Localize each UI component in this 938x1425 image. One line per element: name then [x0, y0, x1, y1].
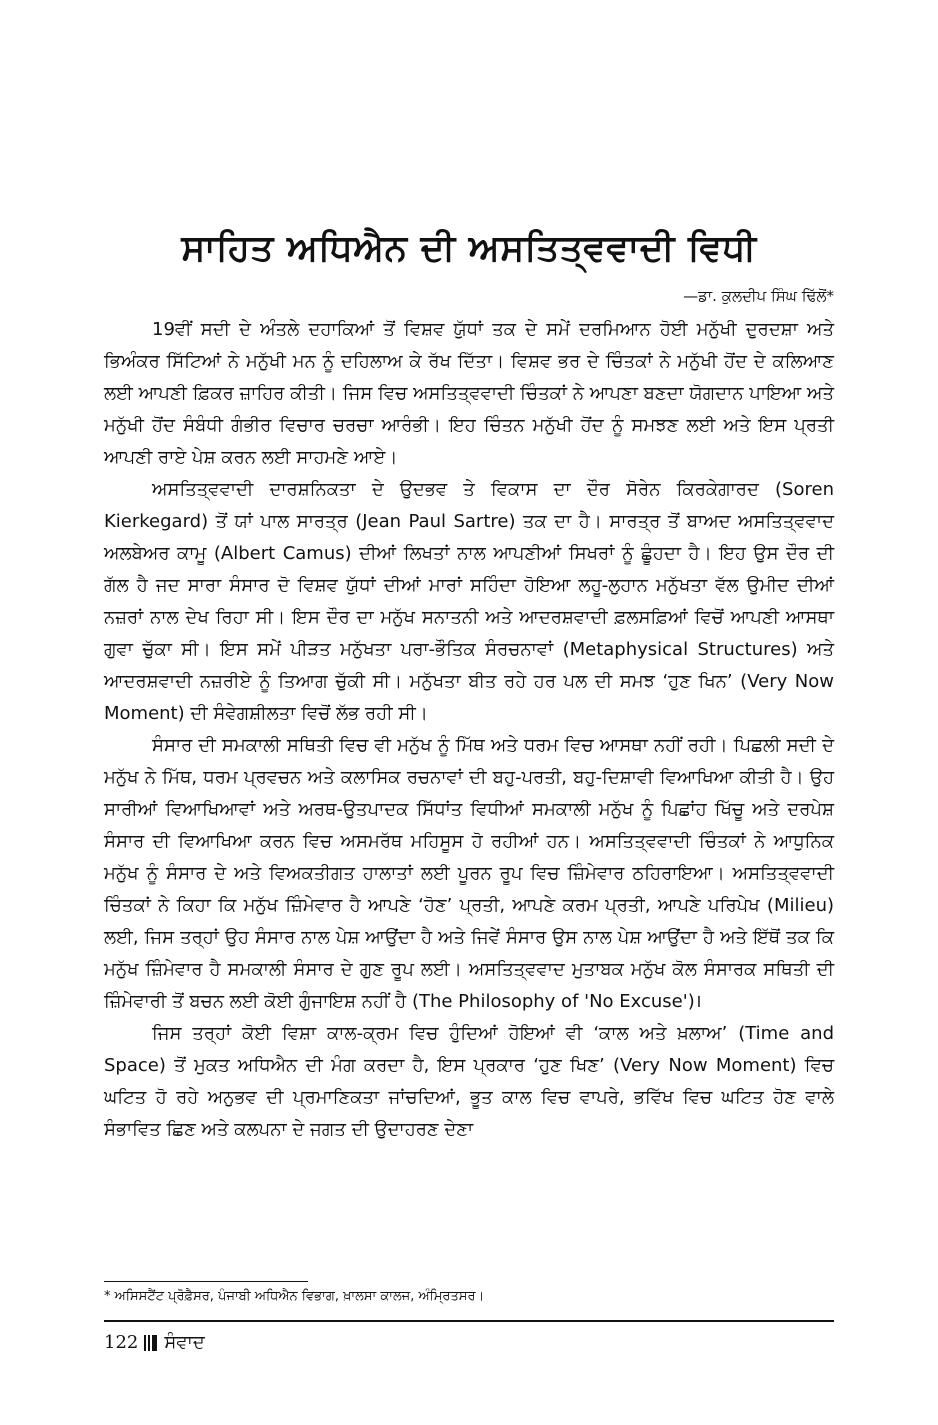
separator-bars-icon [144, 1335, 159, 1351]
footer-divider [104, 1320, 834, 1322]
article-title: ਸਾਹਿਤ ਅਧਿਐਨ ਦੀ ਅਸਤਿਤ੍ਵਵਾਦੀ ਵਿਧੀ [181, 228, 757, 269]
page-number: 122 [104, 1332, 139, 1353]
paragraph: ਸੰਸਾਰ ਦੀ ਸਮਕਾਲੀ ਸਥਿਤੀ ਵਿਚ ਵੀ ਮਨੁੱਖ ਨੂੰ ਮਿੱਥ ਅਤੇ ਧਰਮ ਵਿਚ ਆਸਥਾ ਨਹੀਂ ਰਹੀ। ਪਿਛਲੀ ਸਦੀ ਦੇ ਮਨੁੱਖ ਨੇ ਮਿੱਥ, ਧਰਮ ਪ੍ਰਵਚਨ ਅਤੇ ਕਲਾਸਿਕ ਰਚਨਾਵਾਂ ਦੀ ਬਹੁ-ਪਰਤੀ, ਬਹੁ-ਦਿਸ਼ਾਵੀ ਵਿਆਖਿਆ ਕੀਤੀ ਹੈ। ਉਹ ਸਾਰੀਆਂ ਵਿਆਖਿਆਵਾਂ ਅਤੇ ਅਰਥ-ਉਤਪਾਦਕ ਸਿੱਧਾਂਤ ਵਿਧੀਆਂ ਸਮਕਾਲੀ ਮਨੁੱਖ ਨੂੰ ਪਿਛਾਂਹ ਖਿੱਚੂ ਅਤੇ ਦਰਪੇਸ਼ ਸੰਸਾਰ ਦੀ ਵਿਆਖਿਆ ਕਰਨ ਵਿਚ ਅਸਮਰੱਥ ਮਹਿਸੂਸ ਹੋ ਰਹੀਆਂ ਹਨ। ਅਸਤਿਤ੍ਵਵਾਦੀ ਚਿੰਤਕਾਂ ਨੇ ਆਧੁਨਿਕ ਮਨੁੱਖ ਨੂੰ ਸੰਸਾਰ ਦੇ ਅਤੇ ਵਿਅਕਤੀਗਤ ਹਾਲਾਤਾਂ ਲਈ ਪੂਰਨ ਰੂਪ ਵਿਚ ਜ਼ਿੰਮੇਵਾਰ ਠਹਿਰਾਇਆ। ਅਸਤਿਤ੍ਵਵਾਦੀ ਚਿੰਤਕਾਂ ਨੇ ਕਿਹਾ ਕਿ ਮਨੁੱਖ ਜ਼ਿੰਮੇਵਾਰ ਹੈ ਆਪਣੇ ‘ਹੋਣ’ ਪ੍ਰਤੀ, ਆਪਣੇ ਕਰਮ ਪ੍ਰਤੀ, ਆਪਣੇ ਪਰਿਪੇਖ (Milieu) ਲਈ, ਜਿਸ ਤਰ੍ਹਾਂ ਉਹ ਸੰਸਾਰ ਨਾਲ ਪੇਸ਼ ਆਉਂਦਾ ਹੈ ਅਤੇ ਜਿਵੇਂ ਸੰਸਾਰ ਉਸ ਨਾਲ ਪੇਸ਼ ਆਉਂਦਾ ਹੈ ਅਤੇ ਇੱਥੋਂ ਤਕ ਕਿ ਮਨੁੱਖ ਜ਼ਿੰਮੇਵਾਰ ਹੈ ਸਮਕਾਲੀ ਸੰਸਾਰ ਦੇ ਗੁਣ ਰੂਪ ਲਈ। ਅਸਤਿਤ੍ਵਵਾਦ ਮੁਤਾਬਕ ਮਨੁੱਖ ਕੋਲ ਸੰਸਾਰਕ ਸਥਿਤੀ ਦੀ ਜ਼ਿੰਮੇਵਾਰੀ ਤੋਂ ਬਚਨ ਲਈ ਕੋਈ ਗੁੰਜਾਇਸ਼ ਨਹੀਂ ਹੈ (The Philosophy of 'No Excuse')। [104, 735, 834, 1012]
paragraph: ਜਿਸ ਤਰ੍ਹਾਂ ਕੋਈ ਵਿਸ਼ਾ ਕਾਲ-ਕ੍ਰਮ ਵਿਚ ਹੁੰਦਿਆਂ ਹੋਇਆਂ ਵੀ ‘ਕਾਲ ਅਤੇ ਖ਼ਲਾਅ’ (Time and Space) ਤੋਂ ਮੁਕਤ ਅਧਿਐਨ ਦੀ ਮੰਗ ਕਰਦਾ ਹੈ, ਇਸ ਪ੍ਰਕਾਰ ‘ਹੁਣ ਖਿਣ’ (Very Now Moment) ਵਿਚ ਘਟਿਤ ਹੋ ਰਹੇ ਅਨੁਭਵ ਦੀ ਪ੍ਰਮਾਣਿਕਤਾ ਜਾਂਚਦਿਆਂ, ਭੂਤ ਕਾਲ ਵਿਚ ਵਾਪਰੇ, ਭਵਿੱਖ ਵਿਚ ਘਟਿਤ ਹੋਣ ਵਾਲੇ ਸੰਭਾਵਿਤ ਛਿਣ ਅਤੇ ਕਲਪਨਾ ਦੇ ਜਗਤ ਦੀ ਉਦਾਹਰਣ ਦੇਣਾ [104, 1023, 834, 1140]
article-author: —ਡਾ. ਕੁਲਦੀਪ ਸਿੰਘ ਢਿੱਲੋਂ* [683, 287, 834, 305]
journal-name: ਸੰਵਾਦ [164, 1332, 205, 1353]
page-footer [104, 1331, 205, 1355]
article-body [104, 314, 834, 1146]
paragraph: ਅਸਤਿਤ੍ਵਵਾਦੀ ਦਾਰਸ਼ਨਿਕਤਾ ਦੇ ਉਦਭਵ ਤੇ ਵਿਕਾਸ ਦਾ ਦੌਰ ਸੋਰੇਨ ਕਿਰਕੇਗਾਰਦ (Soren Kierkegard) ਤੋਂ ਯਾਂ ਪਾਲ ਸਾਰਤ੍ਰ (Jean Paul Sartre) ਤਕ ਦਾ ਹੈ। ਸਾਰਤ੍ਰ ਤੋਂ ਬਾਅਦ ਅਸਤਿਤ੍ਵਵਾਦ ਅਲਬੇਅਰ ਕਾਮੂ (Albert Camus) ਦੀਆਂ ਲਿਖਤਾਂ ਨਾਲ ਆਪਣੀਆਂ ਸਿਖਰਾਂ ਨੂੰ ਛੂੰਹਦਾ ਹੈ। ਇਹ ਉਸ ਦੌਰ ਦੀ ਗੱਲ ਹੈ ਜਦ ਸਾਰਾ ਸੰਸਾਰ ਦੋ ਵਿਸ਼ਵ ਯੁੱਧਾਂ ਦੀਆਂ ਮਾਰਾਂ ਸਹਿੰਦਾ ਹੋਇਆ ਲਹੂ-ਲੁਹਾਨ ਮਨੁੱਖਤਾ ਵੱਲ ਉਮੀਦ ਦੀਆਂ ਨਜ਼ਰਾਂ ਨਾਲ ਦੇਖ ਰਿਹਾ ਸੀ। ਇਸ ਦੌਰ ਦਾ ਮਨੁੱਖ ਸਨਾਤਨੀ ਅਤੇ ਆਦਰਸ਼ਵਾਦੀ ਫ਼ਲਸਫ਼ਿਆਂ ਵਿਚੋਂ ਆਪਣੀ ਆਸਥਾ ਗੁਵਾ ਚੁੱਕਾ ਸੀ। ਇਸ ਸਮੇਂ ਪੀੜਤ ਮਨੁੱਖਤਾ ਪਰਾ-ਭੌਤਿਕ ਸੰਰਚਨਾਵਾਂ (Metaphysical Structures) ਅਤੇ ਆਦਰਸ਼ਵਾਦੀ ਨਜ਼ਰੀਏ ਨੂੰ ਤਿਆਗ ਚੁੱਕੀ ਸੀ। ਮਨੁੱਖਤਾ ਬੀਤ ਰਹੇ ਹਰ ਪਲ ਦੀ ਸਮਝ ‘ਹੁਣ ਖਿਨ’ (Very Now Moment) ਦੀ ਸੰਵੇਗਸ਼ੀਲਤਾ ਵਿਚੋਂ ਲੱਭ ਰਹੀ ਸੀ। [104, 479, 834, 724]
paragraph: 19ਵੀਂ ਸਦੀ ਦੇ ਅੰਤਲੇ ਦਹਾਕਿਆਂ ਤੋਂ ਵਿਸ਼ਵ ਯੁੱਧਾਂ ਤਕ ਦੇ ਸਮੇਂ ਦਰਮਿਆਨ ਹੋਈ ਮਨੁੱਖੀ ਦੁਰਦਸ਼ਾ ਅਤੇ ਭਿਅੰਕਰ ਸਿੱਟਿਆਂ ਨੇ ਮਨੁੱਖੀ ਮਨ ਨੂੰ ਦਹਿਲਾਅ ਕੇ ਰੱਖ ਦਿੱਤਾ। ਵਿਸ਼ਵ ਭਰ ਦੇ ਚਿੰਤਕਾਂ ਨੇ ਮਨੁੱਖੀ ਹੋਂਦ ਦੇ ਕਲਿਆਣ ਲਈ ਆਪਣੀ ਫ਼ਿਕਰ ਜ਼ਾਹਿਰ ਕੀਤੀ। ਜਿਸ ਵਿਚ ਅਸਤਿਤ੍ਵਵਾਦੀ ਚਿੰਤਕਾਂ ਨੇ ਆਪਣਾ ਬਣਦਾ ਯੋਗਦਾਨ ਪਾਇਆ ਅਤੇ ਮਨੁੱਖੀ ਹੋਂਦ ਸੰਬੰਧੀ ਗੰਭੀਰ ਵਿਚਾਰ ਚਰਚਾ ਆਰੰਭੀ। ਇਹ ਚਿੰਤਨ ਮਨੁੱਖੀ ਹੋਂਦ ਨੂੰ ਸਮਝਣ ਲਈ ਅਤੇ ਇਸ ਪ੍ਰਤੀ ਆਪਣੀ ਰਾਏ ਪੇਸ਼ ਕਰਨ ਲਈ ਸਾਹਮਣੇ ਆਏ। [104, 319, 834, 468]
footnote: * ਅਸਿਸਟੈਂਟ ਪ੍ਰੋਫ਼ੈਸਰ, ਪੰਜਾਬੀ ਅਧਿਐਨ ਵਿਭਾਗ, ਖ਼ਾਲਸਾ ਕਾਲਜ, ਅੰਮ੍ਰਿਤਸਰ। [104, 1289, 485, 1304]
footnote-divider [104, 1281, 308, 1282]
